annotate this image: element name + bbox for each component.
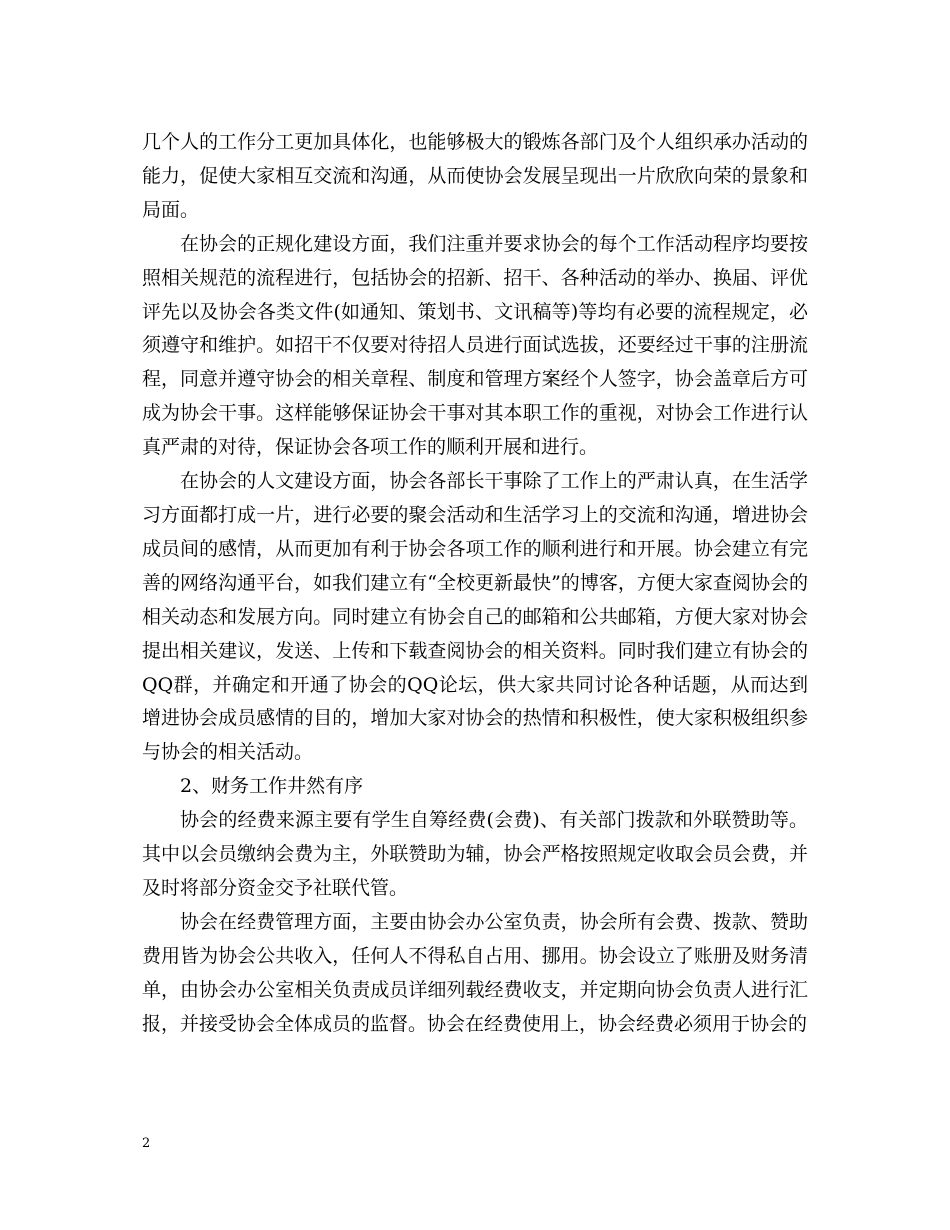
body-paragraph-3: 在协会的人文建设方面，协会各部长干事除了工作上的严肃认真，在生活学习方面都打成一片，进行必要的聚会活动和生活学习上的交流和沟通，增进协会成员间的感情，从而更加有利于协会各项工作的顺利进行和开展。协会建立有完善的网络沟通平台，如我们建立有“全校更新最快”的博客，方便大家查阅协会的相关动态和发展方向。同时建立有协会自己的邮箱和公共邮箱，方便大家对协会提出相关建议，发送、上传和下载查阅协会的相关资料。同时我们建立有协会的QQ群，并确定和开通了协会的QQ论坛，供大家共同讨论各种话题，从而达到增进协会成员感情的目的，增加大家对协会的热情和积极性，使大家积极组织参与协会的相关活动。 [142,470,808,764]
document-body [142,126,808,1041]
body-paragraph-1: 几个人的工作分工更加具体化，也能够极大的锻炼各部门及个人组织承办活动的能力，促使大家相互交流和沟通，从而使协会发展呈现出一片欣欣向荣的景象和局面。 [142,131,808,221]
page-number: 2 [142,1136,151,1151]
body-paragraph-2: 在协会的正规化建设方面，我们注重并要求协会的每个工作活动程序均要按照相关规范的流程进行，包括协会的招新、招干、各种活动的举办、换届、评优评先以及协会各类文件(如通知、策划书、文讯稿等)等均有必要的流程规定，必须遵守和维护。如招干不仅要对待招人员进行面试选拔，还要经过干事的注册流程，同意并遵守协会的相关章程、制度和管理方案经个人签字，协会盖章后方可成为协会干事。这样能够保证协会干事对其本职工作的重视，对协会工作进行认真严肃的对待，保证协会各项工作的顺利开展和进行。 [142,232,808,459]
section-heading: 2、财务工作井然有序 [180,775,364,798]
body-paragraph-4: 协会的经费来源主要有学生自筹经费(会费)、有关部门拨款和外联赞助等。其中以会员缴纳会费为主，外联赞助为辅，协会严格按照规定收取会员会费，并及时将部分资金交予社联代管。 [142,809,808,899]
body-paragraph-5: 协会在经费管理方面，主要由协会办公室负责，协会所有会费、拨款、赞助费用皆为协会公共收入，任何人不得私自占用、挪用。协会设立了账册及财务清单，由协会办公室相关负责成员详细列载经费收支，并定期向协会负责人进行汇报，并接受协会全体成员的监督。协会在经费使用上，协会经费必须用于协会的 [142,910,808,1035]
